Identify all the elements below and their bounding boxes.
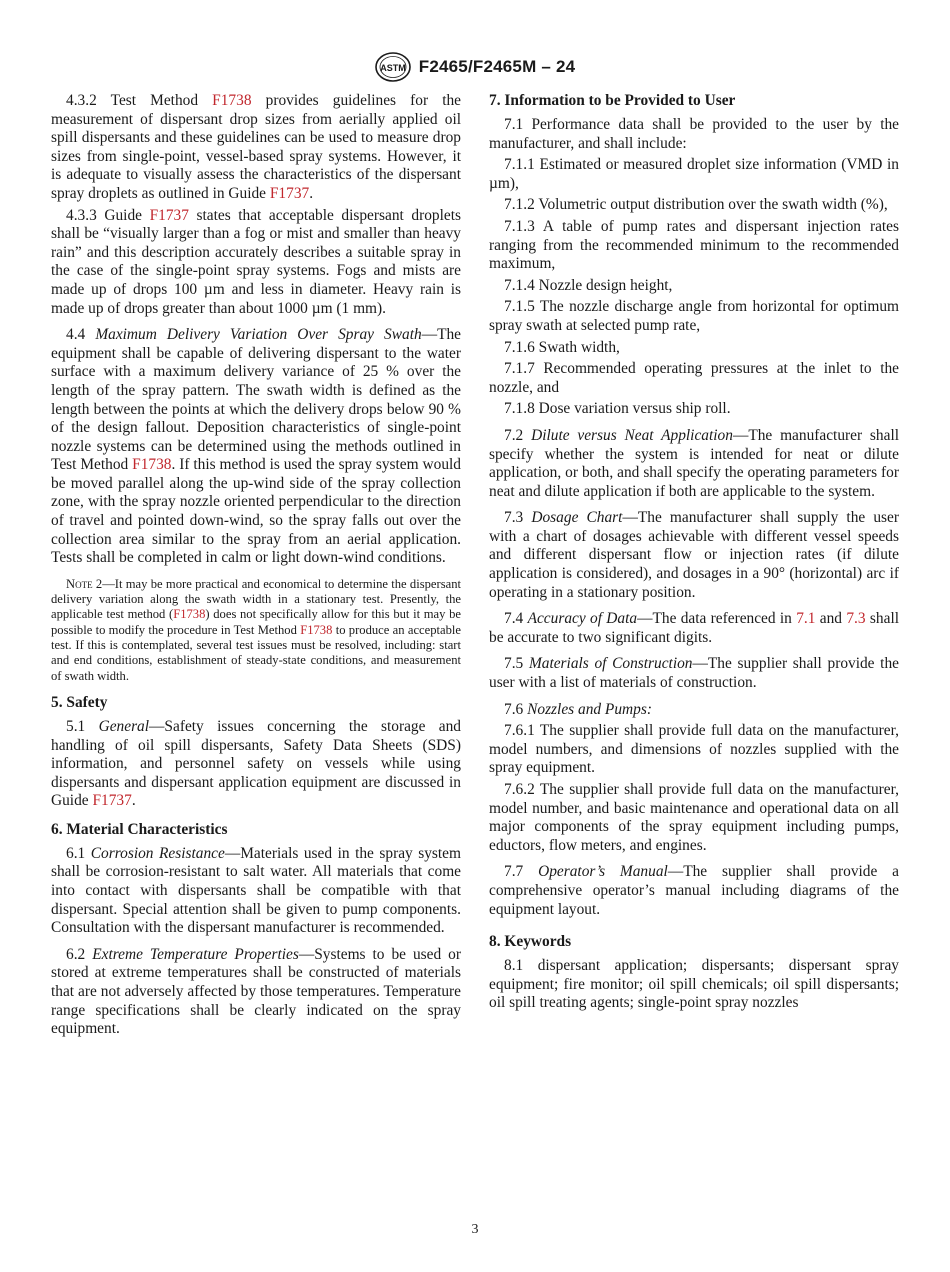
section-6-heading: 6. Material Characteristics [51,820,228,838]
para-6-1: 6.1 Corrosion Resistance—Materials used in the spray system shall be corrosion-resistant to salt water. All materials that come into contact with dispersants shall be compatible with that dispersant. Special attention shall be given to pump components. Consultation with the dispersant manufacturer is recommended. [51,844,461,937]
para-5-1: 5.1 General—Safety issues concerning the storage and handling of oil spill dispersants, Safety Data Sheets (SDS) information, and personnel safety on vessels while using dispersants and dispersant application equipment are discussed in Guide F1737. [51,717,461,810]
para-7-5: 7.5 Materials of Construction—The supplier shall provide the user with a list of materials of construction. [489,655,899,692]
ref-7-1-link[interactable]: 7.1 [796,610,816,628]
note-2: Note 2—It may be more practical and economical to determine the dispersant delivery variation along the swath width in a stationary test. Presently, the applicable test method (F1738) does not specifically allow for this but it may be possible to modify the procedure in Test Method F1738 to produce an acceptable test. If this is contemplated, several test issues must be resolved, including: start and end conditions, establishment of steady-state conditions, and measurement of swath width. [51,576,461,683]
para-6-2: 6.2 Extreme Temperature Properties—Systems to be used or stored at extreme temperatures shall be constructed of materials that are not adversely affected by those temperatures. Temperature range specifications shall be clearly indicated on the spray equipment. [51,945,461,1038]
para-7-6-2: 7.6.2 The supplier shall provide full data on the manufacturer, model number, and basic maintenance and operational data on all major components of the spray equipment including pumps, eductors, flow meters, and engines. [489,781,899,854]
ref-f1738-link[interactable]: F1738 [300,622,333,637]
ref-7-3-link[interactable]: 7.3 [846,610,866,628]
para-7-1: 7.1 Performance data shall be provided to the user by the manufacturer, and shall include: [489,116,899,152]
ref-f1738-link[interactable]: F1738 [173,607,206,622]
para-7-6: 7.6 Nozzles and Pumps: [504,700,652,718]
page-number: 3 [471,1222,479,1237]
section-7-heading: 7. Information to be Provided to User [489,92,736,109]
para-7-6-1: 7.6.1 The supplier shall provide full data on the manufacturer, model numbers, and dimensions of nozzles supplied with the spray equipment. [489,722,899,777]
para-7-1-6: 7.1.6 Swath width, [504,338,620,356]
section-8-heading: 8. Keywords [489,933,572,951]
ref-f1737-link[interactable]: F1737 [92,792,132,810]
para-7-1-7: 7.1.7 Recommended operating pressures at the inlet to the nozzle, and [489,360,899,396]
para-4-3-2: 4.3.2 Test Method F1738 provides guidelines for the measurement of dispersant drop sizes from aerially applied oil spill dispersants and these guidelines can be used to measure drop sizes from single-point, vessel-based spray systems. However, it is adequate to visually assess the characteristics of the dispersant spray droplets as outlined in Guide F1737. [51,92,461,202]
ref-f1737-link[interactable]: F1737 [269,184,310,202]
para-7-4: 7.4 Accuracy of Data—The data referenced in 7.1 and 7.3 shall be accurate to two significant digits. [489,610,899,646]
para-7-1-5: 7.1.5 The nozzle discharge angle from horizontal for optimum spray swath at selected pump rate, [489,298,899,334]
ref-f1738-link[interactable]: F1738 [132,456,172,474]
para-7-1-4: 7.1.4 Nozzle design height, [504,276,673,294]
ref-f1737-link[interactable]: F1737 [149,206,189,224]
para-7-1-1: 7.1.1 Estimated or measured droplet size information (VMD in µm), [489,156,899,192]
page-header [0,52,950,87]
para-7-2: 7.2 Dilute versus Neat Application—The manufacturer shall specify whether the system is intended for neat or dilute application, or both, and shall specify the operating parameters for neat and dilute application if both are applicable to the system. [489,426,899,500]
para-7-7: 7.7 Operator’s Manual—The supplier shall provide a comprehensive operator’s manual including diagrams of the equipment layout. [489,863,899,918]
para-7-1-8: 7.1.8 Dose variation versus ship roll. [504,400,731,418]
para-7-1-3: 7.1.3 A table of pump rates and dispersant injection rates ranging from the recommended minimum to the recommended maximum, [489,217,899,273]
para-4-3-3: 4.3.3 Guide F1737 states that acceptable dispersant droplets shall be “visually larger than a fog or mist and smaller than heavy rain” and this description accurately describes a suitable spray in the case of the single-point spray systems. Fogs and mists are made up of drops 100 µm and less in diameter. Heavy rain is made up of drops greater than about 1000 µm (1 mm). [51,206,461,317]
right-column [489,92,899,1016]
para-7-1-2: 7.1.2 Volumetric output distribution over the swath width (%), [504,196,888,214]
svg-text:ASTM: ASTM [380,63,406,73]
ref-f1738-link[interactable]: F1738 [212,92,252,109]
para-4-4: 4.4 Maximum Delivery Variation Over Spray Swath—The equipment shall be capable of delivering dispersant to the water surface with a maximum delivery variance of 25 % over the length of the spray pattern. The swath width is defined as the length between the points at which the delivery drops below 90 % of the design fallout. Deposition characteristics of single-point nozzle systems can be determined using the methods outlined in Test Method F1738. If this method is used the spray system would be moved parallel along the up-wind side of the spray collection zone, with the spray nozzle oriented perpendicular to the direction of travel and pointed down-wind, so the spray falls out over the collection area similar to the spray from an aerial application. Tests shall be completed in calm or light down-wind conditions. [51,326,462,567]
left-column [51,92,461,1042]
para-7-3: 7.3 Dosage Chart—The manufacturer shall supply the user with a chart of dosages achievable with different vessel speeds and different dispersant flow or injection rates (if dilute application is considered), and dosages in a 90° (horizontal) arc if operating in a stationary position. [489,509,899,601]
astm-logo-icon [375,52,411,82]
section-5-heading: 5. Safety [51,693,108,711]
standard-designation: F2465/F2465M – 24 [418,57,576,76]
para-8-1: 8.1 dispersant application; dispersants; dispersant spray equipment; fire monitor; oil spill chemicals; oil spill dispersants; oil spill treating agents; single-point spray nozzles [489,957,899,1012]
